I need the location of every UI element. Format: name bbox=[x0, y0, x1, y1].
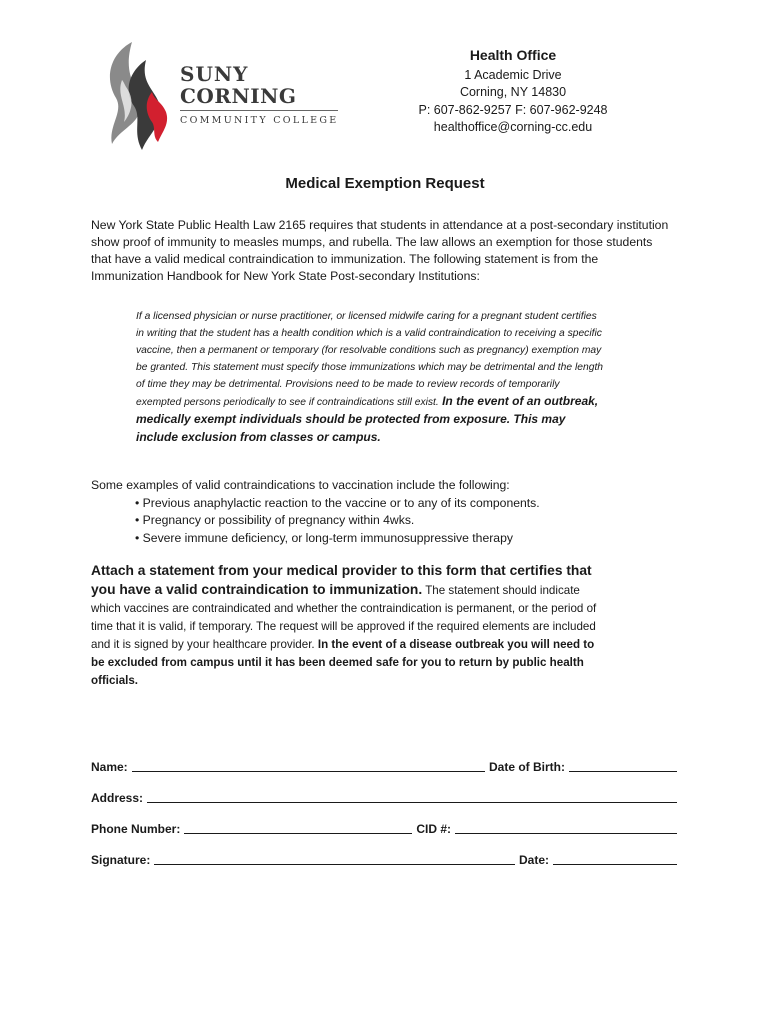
cid-label: CID #: bbox=[416, 822, 451, 836]
name-field[interactable] bbox=[132, 759, 485, 772]
date-field[interactable] bbox=[553, 852, 677, 865]
examples-intro: Some examples of valid contraindications to vaccination include the following: bbox=[91, 478, 510, 492]
signature-label: Signature: bbox=[91, 853, 151, 867]
logo-divider bbox=[180, 110, 338, 111]
phone-label: Phone Number: bbox=[91, 822, 181, 836]
attach-heading: Attach a statement from your medical provider to this form that certifies that you have a valid contraindication to immunization. bbox=[91, 563, 592, 597]
logo-wordmark-suny: SUNY bbox=[180, 62, 249, 86]
office-phone: P: 607-862-9257 F: 607-962-9248 bbox=[418, 102, 608, 117]
suny-corning-logo bbox=[102, 40, 342, 152]
dob-field[interactable] bbox=[569, 759, 677, 772]
attach-emphasis: In the event of a disease outbreak you will need to be excluded from campus until it has been deemed safe for you to return by public health officials. bbox=[91, 638, 595, 687]
date-label: Date: bbox=[518, 853, 549, 867]
dob-label: Date of Birth: bbox=[489, 760, 565, 774]
attach-statement-section bbox=[91, 562, 601, 690]
signature-field[interactable] bbox=[154, 852, 515, 865]
examples-list bbox=[91, 495, 651, 548]
quote-text: If a licensed physician or nurse practitioner, or licensed midwife caring for a pregnant student certifies in writing that the student has a health condition which is a valid contraindication to receiving a specific vaccine, then a permanent or temporary (for resolvable conditions such as pregnancy) exemption may be granted. This statement must specify those immunizations which may be detrimental and the length of time they may be detrimental. Provisions need to be made to review records of temporarily exempted persons periodically to see if contraindications still exist. bbox=[136, 311, 604, 408]
quote-emphasis: In the event of an outbreak, medically exempt individuals should be protected from exposure. This may include exclusion from classes or campus. bbox=[136, 394, 599, 444]
office-address-line1: 1 Academic Drive bbox=[464, 67, 562, 82]
cid-field[interactable] bbox=[455, 821, 677, 834]
office-title: Health Office bbox=[469, 47, 557, 63]
intro-paragraph: New York State Public Health Law 2165 requires that students in attendance at a post-secondary institution show proof of immunity to measles mumps, and rubella. The law allows an exemption for those students that have a valid medical contraindication to immunization. The following statement is from the Immunization Handbook for New York State Post-secondary Institutions: bbox=[91, 218, 669, 283]
contraindication-examples bbox=[91, 477, 651, 547]
address-label: Address: bbox=[91, 791, 144, 805]
handbook-quote bbox=[136, 308, 606, 447]
phone-field[interactable] bbox=[184, 821, 412, 834]
logo-wordmark-corning: CORNING bbox=[180, 84, 297, 108]
list-item: • Previous anaphylactic reaction to the vaccine or to any of its components. bbox=[135, 495, 651, 513]
address-field[interactable] bbox=[147, 790, 677, 803]
logo-wordmark-community-college: COMMUNITY COLLEGE bbox=[180, 115, 339, 126]
list-item: • Pregnancy or possibility of pregnancy within 4wks. bbox=[135, 512, 651, 530]
row-phone-cid bbox=[91, 821, 681, 836]
row-address bbox=[91, 790, 681, 805]
office-address-line2: Corning, NY 14830 bbox=[459, 85, 567, 99]
row-signature-date bbox=[91, 852, 681, 867]
attach-text: The statement should indicate which vaccines are contraindicated and whether the contraindication is permanent, or the period of time that it is valid, if temporary. The request will be approved if the required elements are included and it is signed by your healthcare provider. bbox=[91, 584, 597, 651]
document-title: Medical Exemption Request bbox=[285, 175, 485, 192]
office-email: healthoffice@corning-cc.edu bbox=[433, 120, 593, 134]
row-name-dob bbox=[91, 759, 681, 774]
flame-emblem-icon bbox=[102, 40, 182, 152]
name-label: Name: bbox=[91, 760, 128, 774]
health-office-address bbox=[400, 47, 626, 137]
list-item: • Severe immune deficiency, or long-term immunosuppressive therapy bbox=[135, 530, 651, 548]
